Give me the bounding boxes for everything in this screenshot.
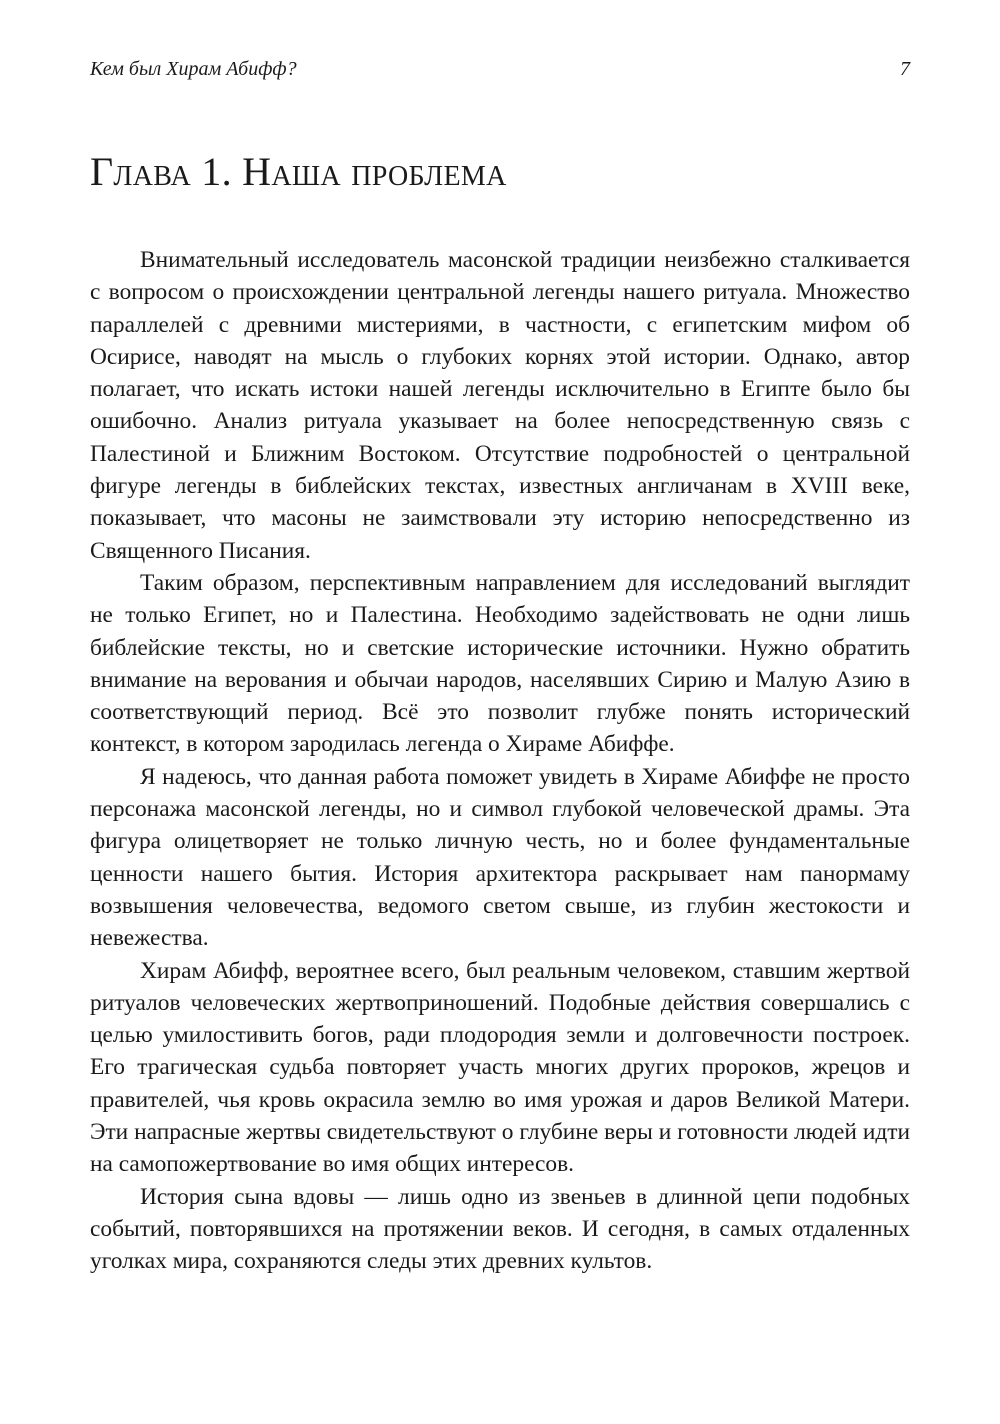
body-text — [90, 244, 910, 1278]
book-page — [90, 0, 910, 1424]
paragraph-5: История сына вдовы — лишь одно из звеньев в длинной цепи подобных событий, повторявшихся на протяжении веков. И сегодня, в самых отдаленных уголках мира, сохраняются следы этих древних культов. — [90, 1183, 910, 1275]
paragraph-1: Внимательный исследователь масонской традиции неизбежно сталкивается с вопросом о происхождении центральной легенды нашего ритуала. Множество параллелей с древними мистериями, в частности, с египетским мифом об Осирисе, наводят на мысль о глубоких корнях этой истории. Однако, автор полагает, что искать истоки нашей легенды исключительно в Египте было бы ошибочно. Анализ ритуала указывает на более непосредственную связь с Палестиной и Ближним Востоком. Отсутствие подробностей о центральной фигуре легенды в библейских текстах, известных англичанам в XVIII веке, показывает, что масоны не заимствовали эту историю непосредственно из Священного Писания. — [90, 247, 910, 564]
running-title: Кем был Хирам Абифф? — [90, 58, 297, 80]
paragraph-4: Хирам Абифф, вероятнее всего, был реальным человеком, ставшим жертвой ритуалов человеческих жертвоприношений. Подобные действия совершались с целью умилостивить богов, ради плодородия земли и долговечности построек. Его трагическая судьба повторяет участь многих других пророков, жрецов и правителей, чья кровь окрасила землю во имя урожая и даров Великой Матери. Эти напрасные жертвы свидетельствуют о глубине веры и готовности людей идти на самопожертвование во имя общих интересов. — [90, 957, 910, 1178]
paragraph-3: Я надеюсь, что данная работа поможет увидеть в Хираме Абиффе не просто персонажа масонской легенды, но и символ глубокой человеческой драмы. Эта фигура олицетворяет не только личную честь, но и более фундаментальные ценности нашего бытия. История архитектора раскрывает нам панормаму возвышения человечества, ведомого светом свыше, из глубин жестокости и невежества. — [90, 763, 910, 952]
chapter-title: Глава 1. Наша проблема — [90, 149, 507, 194]
page-number: 7 — [900, 58, 910, 80]
running-header — [90, 56, 910, 86]
paragraph-2: Таким образом, перспективным направлением для исследований выглядит не только Египет, но и Палестина. Необходимо задействовать не одни лишь библейские тексты, но и светские исторические источники. Нужно обратить внимание на верования и обычаи народов, населявших Сирию и Малую Азию в соответствующий период. Всё это позволит глубже понять исторический контекст, в котором зародилась легенда о Хираме Абиффе. — [90, 569, 910, 758]
